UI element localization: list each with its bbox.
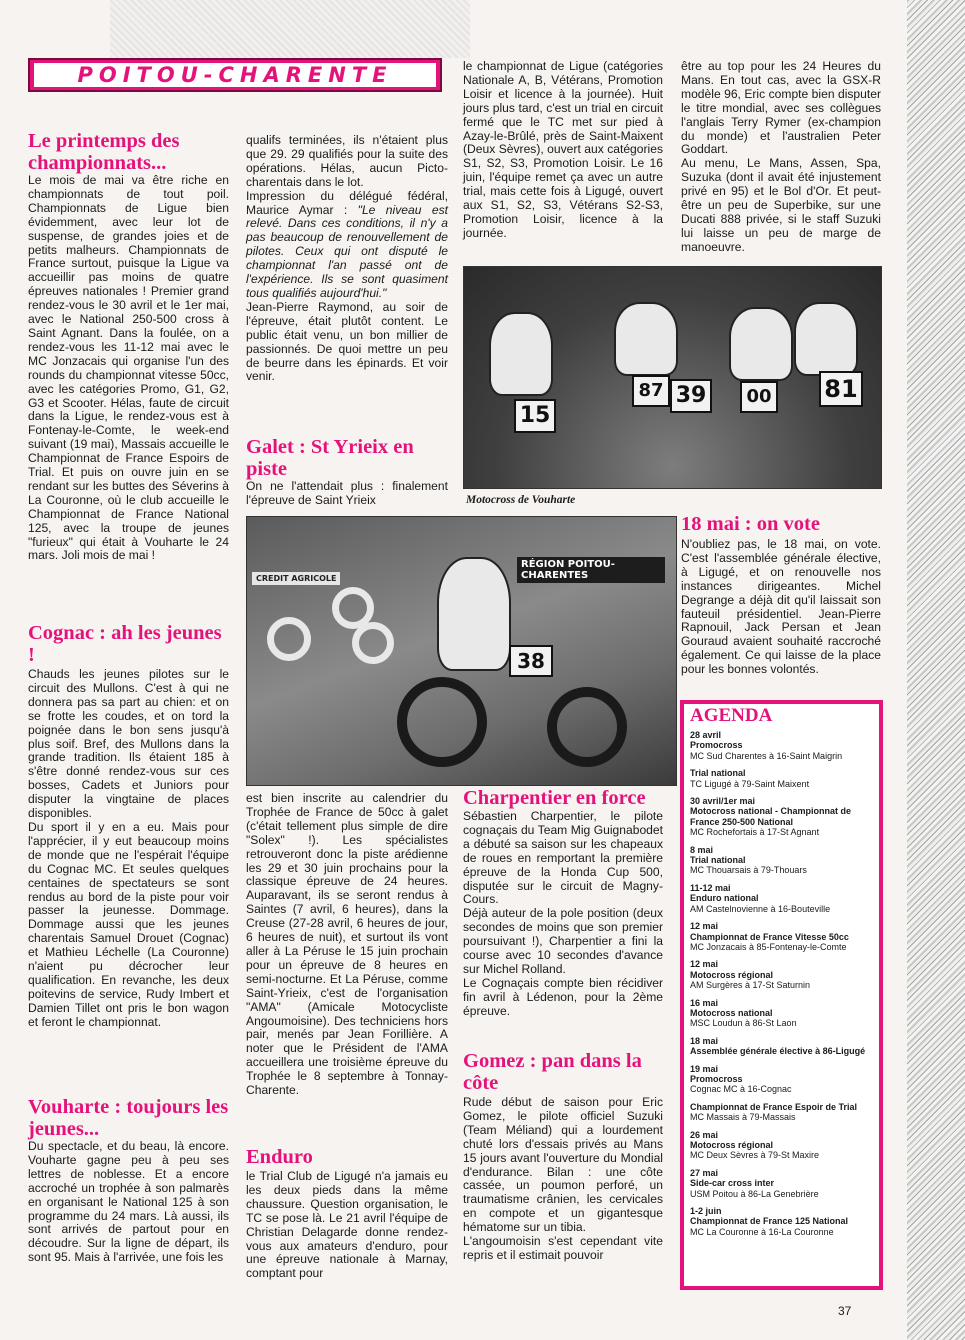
paragraph: Chauds les jeunes pilotes sur le circuit des Mullons. C'est à qui ne donnera pas sa part au chien: et on se frotte les coudes, et on tord la poignée dans le bon sens jusqu'à plus soif. Bref, des Mullons dans la grande tradition. Ils étaient 185 à s'être donné rendez-vous sur ces bosses, Cadets et Juniors pour disputer la vingtaine de places disponibles.: [28, 667, 229, 821]
rider-figure: [489, 312, 553, 396]
article-enduro-cont: [463, 60, 663, 241]
agenda-organizer: AM Surgères à 17-St Saturnin: [690, 980, 811, 991]
race-number-plate: 39: [670, 379, 712, 413]
rider-figure: [729, 307, 793, 381]
headline-cognac: Cognac : ah les jeunes !: [28, 622, 222, 666]
agenda-item: [690, 796, 873, 838]
paragraph: qualifs terminées, ils n'étaient plus que 29. 29 qualifiés pour la suite des opérations. Hélas, aucun Picto-charentais dans le lot.: [246, 133, 448, 189]
paragraph: Le Cognaçais compte bien récidiver fin avril à Lédenon, pour la 2ème épreuve.: [463, 975, 663, 1018]
quote-intro: Impression du délégué fédéral, Maurice Aymar :: [246, 188, 448, 217]
agenda-date: 28 avril: [690, 730, 722, 740]
agenda-item: [690, 845, 873, 876]
headline-vouharte: Vouharte : toujours les jeunes...: [28, 1096, 229, 1140]
agenda-organizer: MSC Loudun à 86-St Laon: [690, 1018, 797, 1029]
paragraph: Rude début de saison pour Eric Gomez, le pilote officiel Suzuki (Team Méliand) qui a lourdement chuté lors d'essais privés au Mans 15 jours avant l'ouverture du Mondial d'endurance. Bilan : une côte cassée, un poumon perforé, un traumatisme crânien, les cervicales en compote et un gigantesque hématome sur un tibia.: [463, 1095, 663, 1235]
agenda-list: [690, 730, 873, 1237]
agenda-organizer: TC Ligugé à 79-Saint Maixent: [690, 778, 810, 789]
agenda-box: [680, 700, 883, 1290]
agenda-item: [690, 1102, 873, 1123]
agenda-item: [690, 1168, 873, 1199]
section-banner: [28, 58, 442, 92]
agenda-date: 1-2 juin: [690, 1206, 722, 1217]
agenda-event: Motocross régional: [690, 969, 774, 980]
agenda-organizer: USM Poitou à 86-La Genebrière: [690, 1188, 819, 1199]
agenda-event: Championnat de France Vitesse 50cc: [690, 931, 849, 942]
paragraph: le championnat de Ligue (catégories Nationale A, B, Vétérans, Promotion Loisir et licence à la journée). Huit jours plus tard, c'est un trial en circuit fermé que le TC met sur pied à Azay-le-Brûlé, près de Saint-Maixent (Deux Sèvres), ouvert aux catégories S1, S2, S3, Promotion Loisir. Le 16 juin, l'équipe remet ça avec un autre trial, mais cette fois à Ligugé, ouvert aux S1, S2, S3, Vétérans S2-S3, Promotion Loisir, licence à la journée.: [463, 59, 663, 240]
article-vouharte-cont: [246, 134, 448, 384]
paragraph: Déjà auteur de la pole position (deux secondes de moins que son premier poursuivant !), Charpentier a fini la course avec 10 secondes d'avance sur Michel Rolland.: [463, 906, 663, 976]
agenda-item: [690, 730, 873, 761]
agenda-event: Trial national: [690, 768, 746, 779]
agenda-organizer: MC Jonzacais à 85-Fontenay-le-Comte: [690, 941, 847, 952]
headline-charpentier: Charpentier en force: [463, 787, 646, 809]
article-charpentier: [463, 810, 663, 1019]
agenda-date: 18 mai: [690, 1035, 719, 1046]
photo-motocross-race: [246, 516, 677, 786]
paper-texture-top: [110, 0, 470, 58]
agenda-event: Motocross national - Championnat de France 250-500 National: [690, 806, 852, 827]
paragraph: Du spectacle, et du beau, là encore. Vouharte gagne peu à peu ses lettres de noblesse. Et a encore accroché un trophée à son palmarès en organisant le National 125 à son programme du 24 mars. Là aussi, ils sont arrivés de partout pour en découdre. Sur la ligne de départ, ils sont 95. Mais à l'arrivée, une fois les: [28, 1139, 229, 1265]
headline-printemps: Le printemps des championnats...: [28, 130, 180, 174]
rider-figure: [614, 302, 678, 376]
photo-motocross-start: [463, 266, 882, 489]
agenda-event: Motocross régional: [690, 1140, 774, 1150]
paragraph: est bien inscrite au calendrier du Trophée de France de 50cc à galet (c'était tellement plus simple de dire "Solex" !). Les spécialistes retrouveront donc la piste arédienne les 29 et 30 juin prochains pour la classique épreuve de 24 heures. Auparavant, ils se seront rendus à Saintes (7 avril, 6 heures), dans la Creuse (27-28 avril, 6 heures de jour, 6 heures de nuit), et surtout ils vont aller à La Péruse le 15 juin prochain pour un épreuve de 8 heures en semi-nocturne. Et La Péruse, comme Saint-Yrieix, c'est de l'organisation "AMA" (Amicale Motocycliste Angoumoisine). Des techniciens hors pair, menés par Jean Forillière. A noter que le Président de l'AMA accueillera une troisième épreuve du Trophée le 8 septembre à Tonnay-Charente.: [246, 791, 448, 1098]
agenda-event: Promocross: [690, 740, 743, 751]
article-gomez: [463, 1096, 663, 1263]
article-printemps: [28, 174, 229, 563]
paragraph: être au top pour les 24 Heures du Mans. En tout cas, avec la GSX-R modèle 96, Eric compte bien disputer le titre mondial, avec ses collègues l'anglais Terry Rymer (ex-champion du monde) et l'australien Peter Goddart.: [681, 59, 881, 157]
article-cognac: [28, 668, 229, 1030]
rider-figure: [794, 302, 858, 376]
agenda-event: Championnat de France 125 National: [690, 1216, 849, 1227]
headline-gomez: Gomez : pan dans la côte: [463, 1050, 642, 1094]
page-number: 37: [838, 1304, 852, 1318]
race-number-plate: 00: [740, 381, 778, 413]
paragraph: le Trial Club de Ligugé n'a jamais eu les deux pieds dans la même chaussure. Question organisation, le TC se pose là. Le 21 avril l'équipe de Christian Delagarde donne rendez-vous aux amateurs d'enduro, pour une épreuve nationale à Marnay, comptant pour: [246, 1169, 448, 1281]
agenda-organizer: AM Castelnovienne à 16-Bouteville: [690, 903, 831, 914]
wheel: [397, 677, 487, 767]
agenda-item: [690, 998, 873, 1029]
agenda-item: [690, 883, 873, 914]
paragraph: Le mois de mai va être riche en championnats de tout poil. Championnats de Ligue bien évidemment, avec leur lot de suspense, de grandes joies et de petits malheurs. Championnats de France surtout, puisque la Ligue va accueillir pas moins de quatre épreuves nationales ! Premier grand rendez-vous le 30 avril et le 1er mai, avec le National 250-500 cross à Saint Agnant. Dans la foulée, on a rendez-vous les 11-12 mai avec le MC Jonzacais qui organise l'un des rounds du championnat vitesse 50cc, avec les catégories Promo, G1, G2, G3 et Scooter. Hélas, faute de circuit dans la Ligue, le rendez-vous est à Fontenay-le-Comte, le week-end suivant (19 mai), Massais accueille le Championnat de France Espoirs de Trial. Et puis on ouvre juin en se rendant sur les buttes des Séverins à La Couronne, où le club accueille le Championnat de France National 125, avec la troupe de jeunes "furieux" qui était à Vouharte le 24 mars. Joli mois de mai !: [28, 173, 229, 563]
quote: "Le niveau est relevé. Dans ces conditions, il n'y a pas beaucoup de renouvellement de pilotes. Ceux qui ont disputé le championnat l'an passé ont de l'expérience. Ils se sont quasiment tous qualifiés aujourd'hui.": [246, 202, 448, 300]
agenda-item: [690, 921, 873, 952]
agenda-date: 11-12 mai: [690, 882, 731, 893]
photo-caption: Motocross de Vouharte: [466, 494, 576, 506]
race-number-plate: 87: [632, 375, 670, 407]
agenda-item: [690, 1130, 873, 1161]
agenda-event: Side-car cross inter: [690, 1178, 775, 1189]
article-galet: [246, 480, 448, 508]
headline-galet: Galet : St Yrieix en piste: [246, 436, 414, 480]
agenda-date: 27 mai: [690, 1167, 719, 1178]
paragraph: [246, 190, 448, 301]
article-vouharte: [28, 1140, 229, 1265]
agenda-item: [690, 768, 873, 789]
paragraph: Jean-Pierre Raymond, au soir de l'épreuve, était plutôt content. Le public était venu, un bon millier de passionnés. De quoi mettre un peu de beurre dans les épinards. Et voir venir.: [246, 299, 448, 384]
paragraph: N'oubliez pas, le 18 mai, on vote. C'est l'assemblée générale élective, à Ligugé, et on renouvelle nos instances dirigeantes. Michel Degrange a déjà dit qu'il laissait son fauteuil présidentiel. Jean-Pierre Rapnouil, Jack Persan et Jean Gouraud avaient souhaité raccroché également. Ce qui laisse de la place pour les bonnes volontés.: [681, 537, 881, 677]
agenda-organizer: MC Sud Charentes à 16-Saint Maigrin: [690, 750, 843, 761]
agenda-date: 26 mai: [690, 1129, 719, 1140]
agenda-event: Trial national: [690, 855, 746, 866]
agenda-item: [690, 1064, 873, 1095]
agenda-organizer: MC Massais à 79-Massais: [690, 1112, 796, 1123]
agenda-organizer: MC Thouarsais à 79-Thouars: [690, 865, 807, 876]
paragraph: On ne l'attendait plus : finalement l'épreuve de Saint Yrieix: [246, 479, 448, 507]
banner-title: POITOU-CHARENTE: [34, 63, 436, 87]
article-gomez-cont: [681, 60, 881, 255]
tyre-marker: [352, 622, 394, 664]
agenda-event: Enduro national: [690, 893, 759, 904]
race-number-plate: 38: [509, 645, 553, 677]
article-vote: [681, 538, 881, 677]
agenda-event: Motocross national: [690, 1007, 773, 1018]
agenda-event: Promocross: [690, 1073, 743, 1084]
article-galet-cont: [246, 792, 448, 1098]
paragraph: L'angoumoisin s'est cependant vite repris et il estimait pouvoir: [463, 1234, 663, 1262]
sponsor-banner: RÉGION POITOU-CHARENTES: [517, 557, 665, 583]
paragraph: Sébastien Charpentier, le pilote cognaçais du Team Mig Guignabodet a débuté sa saison sur les chapeaux de roues en remportant la première épreuve de la Honda Cup 500, disputée sur le circuit de Magny-Cours.: [463, 809, 663, 907]
race-number-plate: 15: [514, 399, 556, 433]
agenda-organizer: MC Deux Sèvres à 79-St Maxire: [690, 1150, 820, 1161]
agenda-item: [690, 1206, 873, 1237]
agenda-date: 8 mai: [690, 844, 714, 855]
sponsor-board: CREDIT AGRICOLE: [252, 572, 340, 585]
agenda-date: 30 avril/1er mai: [690, 796, 756, 807]
agenda-date: 12 mai: [690, 959, 719, 970]
paragraph: Du sport il y en a eu. Mais pour l'apprécier, il y eut beaucoup moins de monde que ne l'espérait l'équipe du Cognac MC. Et seules quelques centaines de spectateurs se sont rendus au bord de la piste pour voir passer la jeunesse. Dommage. Dommage aussi que les jeunes charentais Samuel Drouet (Cognac) et Mathieu Léchelle (La Couronne) n'aient pu décrocher leur qualification. En revanche, les deux poitevins de service, Rudy Imbert et Damien Tillet ont pris le bon wagon et feront le championnat.: [28, 819, 229, 1029]
race-number-plate: 81: [819, 371, 863, 407]
agenda-organizer: MC La Couronne à 16-La Couronne: [690, 1226, 834, 1237]
headline-vote: 18 mai : on vote: [681, 513, 820, 535]
agenda-date: 19 mai: [690, 1063, 719, 1074]
rider-figure: [437, 557, 511, 671]
paper-texture-edge: [907, 0, 965, 1340]
paragraph: Au menu, Le Mans, Assen, Spa, Suzuka (dont il avait été injustement privé en 95) et le Bol d'Or. Et peut-être un peu de Superbike, sur une Ducati 888 privée, si le staff Suzuki lui laisse un peu de marge de manoeuvre.: [681, 156, 881, 254]
tyre-marker: [267, 617, 311, 661]
agenda-item: [690, 1036, 873, 1057]
headline-enduro: Enduro: [246, 1146, 313, 1168]
agenda-date: 16 mai: [690, 997, 719, 1008]
agenda-date: 12 mai: [690, 921, 719, 932]
wheel: [547, 687, 627, 767]
agenda-organizer: Cognac MC à 16-Cognac: [690, 1084, 792, 1095]
article-enduro: [246, 1170, 448, 1281]
agenda-event: Assemblée générale élective à 86-Ligugé: [690, 1046, 866, 1057]
agenda-event: Championnat de France Espoir de Trial: [690, 1101, 858, 1112]
agenda-title: AGENDA: [690, 705, 773, 726]
agenda-organizer: MC Rochefortais à 17-St Agnant: [690, 827, 820, 838]
agenda-item: [690, 959, 873, 990]
